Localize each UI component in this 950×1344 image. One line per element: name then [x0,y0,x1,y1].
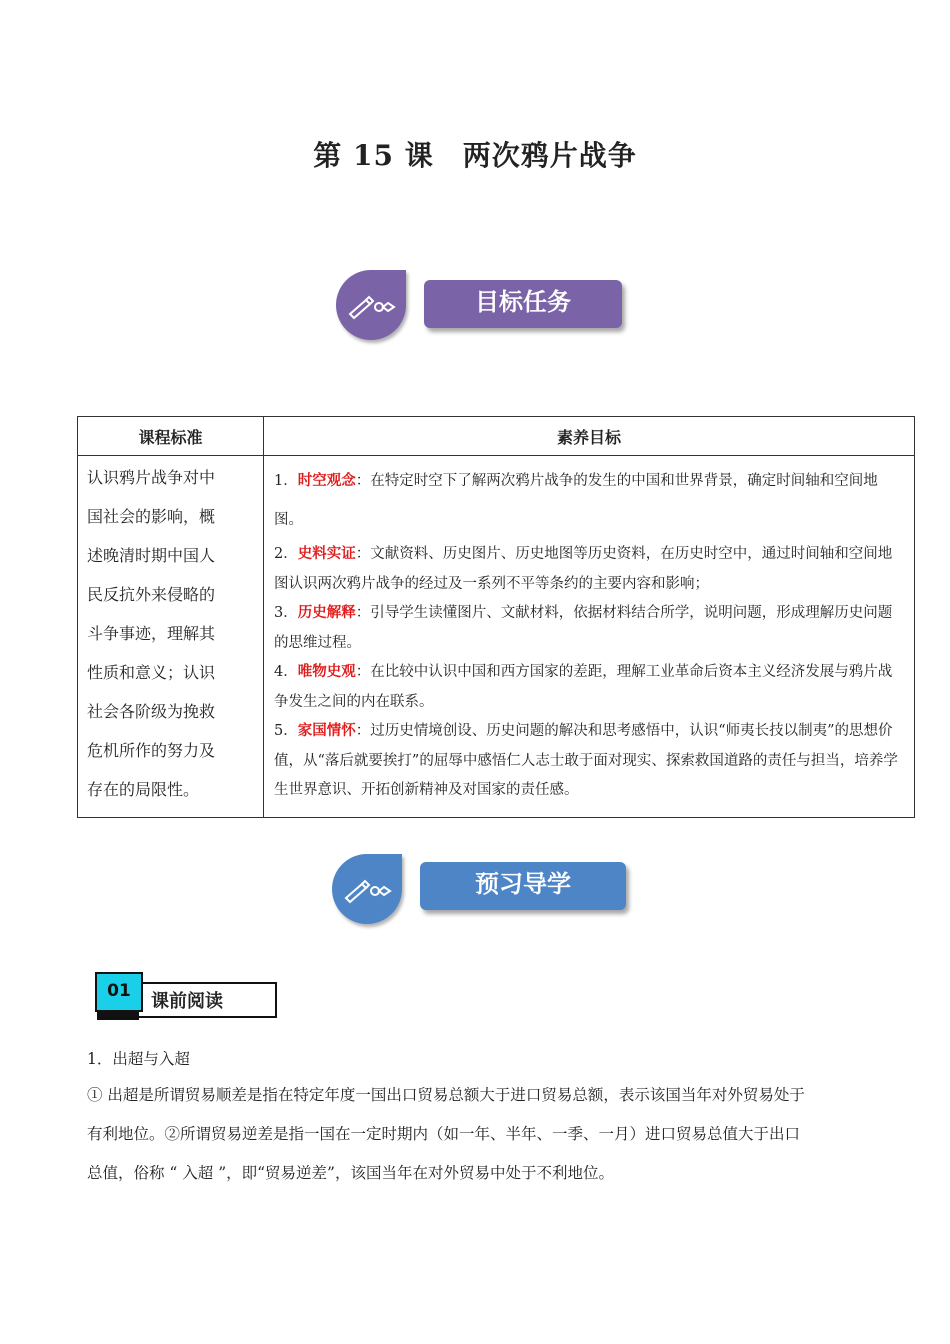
standard-line: 国社会的影响，概 [87,507,216,526]
standard-line: 认识鸦片战争对中 [87,468,216,487]
goal-key: 历史解释 [297,605,356,621]
goal-key: 唯物史观 [297,664,356,680]
standard-line: 存在的局限性。 [87,780,200,799]
goal-text: ：引导学生读懂图片、文献材料，依据材料结合所学，说明问题，形成理解历史问题的思维过程。 [274,605,893,651]
standard-line: 述晚清时期中国人 [87,546,216,565]
preview-banner-label: 预习导学 [420,862,626,910]
reading-section [87,1044,877,1193]
goal-text: ：在比较中认识中国和西方国家的差距，理解工业革命后资本主义经济发展与鸦片战争发生之间的内在联系。 [274,664,893,710]
header-goals: 素养目标 [264,417,915,456]
goal-key: 时空观念 [297,473,356,489]
goals-banner-label: 目标任务 [424,280,622,328]
pencil-pen-icon [342,874,394,904]
section-number: 01 [95,972,143,1012]
curriculum-table [77,416,915,818]
goals-cell [264,456,915,818]
section-label: 课前阅读 [139,982,277,1018]
reading-line: ① 出超是所谓贸易顺差是指在特定年度一国出口贸易总额大于进口贸易总额，表示该国当年对外贸易处于 [87,1086,805,1104]
standard-line: 民反抗外来侵略的 [87,585,216,604]
reading-line: 总值，俗称 “ 入超 ”，即“贸易逆差”，该国当年在对外贸易中处于不利地位。 [87,1164,614,1182]
section-badge [93,970,281,1020]
goals-banner [336,268,626,344]
pencil-pen-icon [346,290,398,320]
standard-line: 社会各阶级为挽救 [87,702,216,721]
standard-line: 斗争事迹，理解其 [87,624,216,643]
goals-banner-drop [336,270,406,340]
preview-banner-drop [332,854,402,924]
standard-line: 性质和意义；认识 [87,663,216,682]
goal-text: ：文献资料、历史图片、历史地图等历史资料，在历史时空中，通过时间轴和空间地图认识两次鸦片战争的经过及一系列不平等条约的主要内容和影响； [274,546,893,592]
goal-item: 4．唯物史观：在比较中认识中国和西方国家的差距，理解工业革命后资本主义经济发展与鸦片战争发生之间的内在联系。 [274,664,893,710]
goal-key: 史料实证 [297,546,356,562]
goal-item: 3．历史解释：引导学生读懂图片、文献材料，依据材料结合所学，说明问题，形成理解历史问题的思维过程。 [274,605,893,651]
page-title: 第 15 课 两次鸦片战争 [313,139,637,172]
reading-heading: 1．出超与入超 [87,1050,190,1068]
reading-line: 有利地位。②所谓贸易逆差是指一国在一定时期内（如一年、半年、一季、一月）进口贸易总值大于出口 [87,1125,801,1143]
goal-item: 5．家国情怀：过历史情境创设、历史问题的解决和思考感悟中，认识“师夷长技以制夷”的思想价值，从“落后就要挨打”的屈辱中感悟仁人志士敢于面对现实、探索救国道路的责任与担当，培养学生世界意识、开拓创新精神及对国家的责任感。 [274,723,898,798]
standard-line: 危机所作的努力及 [87,741,216,760]
header-standard: 课程标准 [78,417,264,456]
preview-banner [332,852,632,928]
goal-key: 家国情怀 [297,723,356,739]
standard-cell [78,456,264,818]
goal-text: ：过历史情境创设、历史问题的解决和思考感悟中，认识“师夷长技以制夷”的思想价值，从“落后就要挨打”的屈辱中感悟仁人志士敢于面对现实、探索救国道路的责任与担当，培养学生世界意识、开拓创新精神及对国家的责任感。 [274,723,898,798]
goal-item: 1．时空观念：在特定时空下了解两次鸦片战争的发生的中国和世界背景，确定时间轴和空间地图。 [274,473,878,528]
goal-text: ：在特定时空下了解两次鸦片战争的发生的中国和世界背景，确定时间轴和空间地图。 [274,473,878,528]
goal-item: 2．史料实证：文献资料、历史图片、历史地图等历史资料，在历史时空中，通过时间轴和空间地图认识两次鸦片战争的经过及一系列不平等条约的主要内容和影响； [274,546,893,592]
